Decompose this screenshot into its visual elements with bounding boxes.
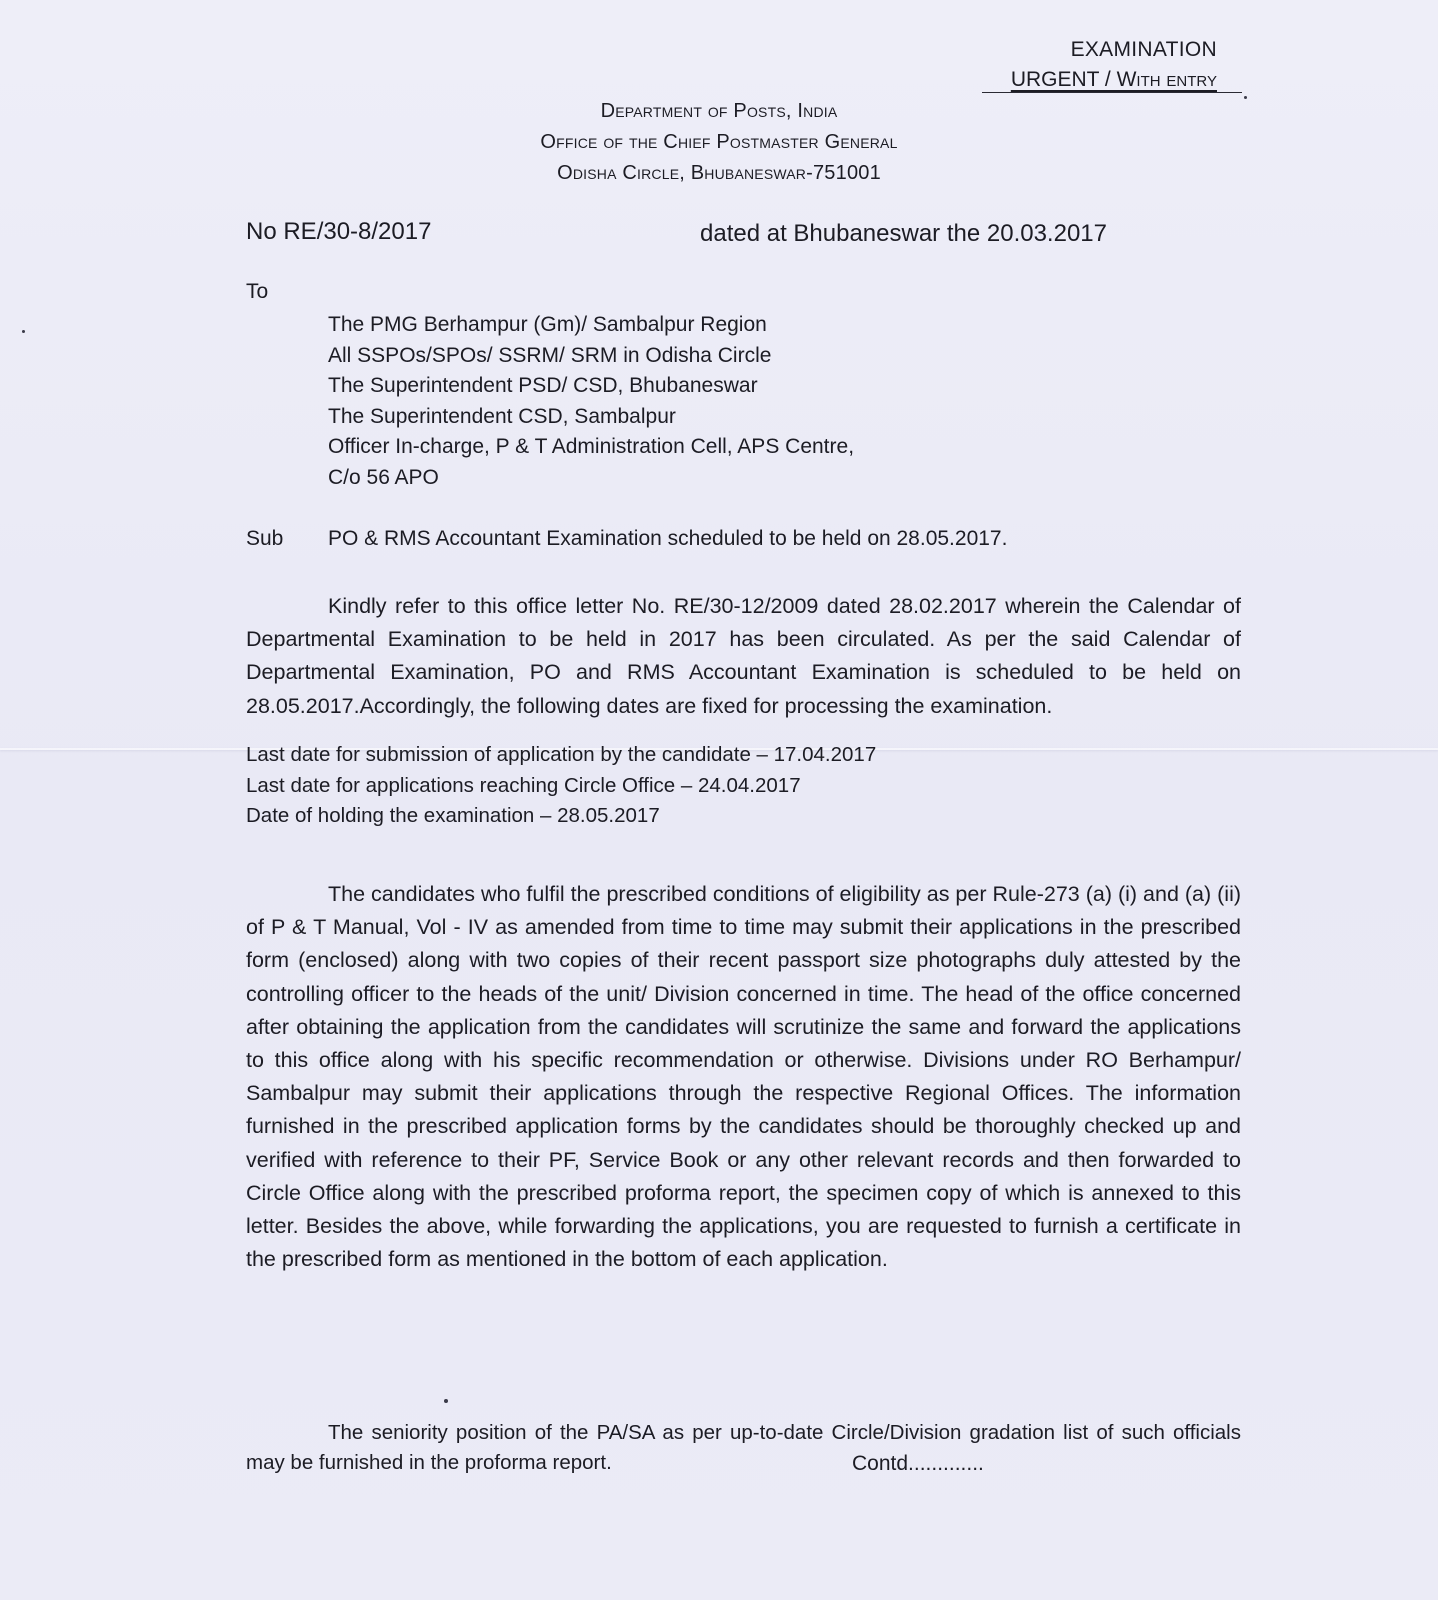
addressee-item: C/o 56 APO bbox=[328, 465, 439, 489]
office-heading: Office of the Chief Postmaster General bbox=[540, 131, 898, 153]
addressee-item: The PMG Berhampur (Gm)/ Sambalpur Region bbox=[328, 313, 767, 336]
reference-number: No RE/30-8/2017 bbox=[246, 218, 432, 245]
ink-speck bbox=[1244, 96, 1247, 99]
important-dates-list bbox=[246, 740, 876, 832]
circle-heading: Odisha Circle, Bhubaneswar-751001 bbox=[557, 162, 881, 184]
addressee-item: All SSPOs/SPOs/ SSRM/ SRM in Odisha Circle bbox=[328, 343, 772, 367]
body-paragraph-seniority: The seniority position of the PA/SA as per up-to-date Circle/Division gradation list of such officials may be furnished in the proforma report. bbox=[246, 1421, 1241, 1474]
date-item: Last date for submission of application by the candidate – 17.04.2017 bbox=[246, 743, 877, 766]
department-heading: Department of Posts, India bbox=[600, 100, 838, 122]
ink-speck bbox=[444, 1399, 448, 1403]
to-label: To bbox=[246, 280, 269, 303]
date-item: Date of holding the examination – 28.05.2017 bbox=[246, 804, 660, 827]
body-paragraph-eligibility: The candidates who fulfil the prescribed conditions of eligibility as per Rule-273 (a) (i) and (a) (ii) of P & T Manual, Vol - IV as amended from time to time may submit their applications in the prescribed form (enclosed) along with two copies of their recent passport size photographs duly attested by the controlling officer to the heads of the unit/ Division concerned in time. The head of the office concerned after obtaining the application from the candidates will scrutinize the same and forward the applications to this office along with his specific recommendation or otherwise. Divisions under RO Berhampur/ Sambalpur may submit their applications through the respective Regional Offices. The information furnished in the prescribed application forms by the candidates should be thoroughly checked up and verified with reference to their PF, Service Book or any other relevant records and then forwarded to Circle Office along with the prescribed proforma report, the specimen copy of which is annexed to this letter. Besides the above, while forwarding the applications, you are requested to furnish a certificate in the prescribed form as mentioned in the bottom of each application. bbox=[246, 882, 1241, 1272]
examination-label: EXAMINATION bbox=[1070, 38, 1217, 61]
addressee-item: Officer In-charge, P & T Administration Cell, APS Centre, bbox=[328, 435, 855, 458]
urgent-label: URGENT / With entry bbox=[1010, 68, 1217, 91]
urgent-underline bbox=[982, 92, 1242, 93]
continued-marker: Contd............. bbox=[852, 1452, 984, 1475]
addressee-item: The Superintendent CSD, Sambalpur bbox=[328, 404, 676, 428]
addressee-list bbox=[328, 310, 854, 493]
subject-text: PO & RMS Accountant Examination scheduled to be held on 28.05.2017. bbox=[328, 527, 1008, 550]
reference-date: dated at Bhubaneswar the 20.03.2017 bbox=[700, 220, 1107, 247]
subject-label: Sub bbox=[246, 527, 284, 550]
ink-speck bbox=[22, 330, 25, 333]
body-paragraph-reference: Kindly refer to this office letter No. RE/30-12/2009 dated 28.02.2017 wherein the Calendar of Departmental Examination to be held in 2017 has been circulated. As per the said Calendar of Departmental Examination, PO and RMS Accountant Examination is scheduled to be held on 28.05.2017.Accordingly, the following dates are fixed for processing the examination. bbox=[246, 594, 1241, 718]
addressee-item: The Superintendent PSD/ CSD, Bhubaneswar bbox=[328, 374, 758, 397]
date-item: Last date for applications reaching Circle Office – 24.04.2017 bbox=[246, 773, 801, 797]
